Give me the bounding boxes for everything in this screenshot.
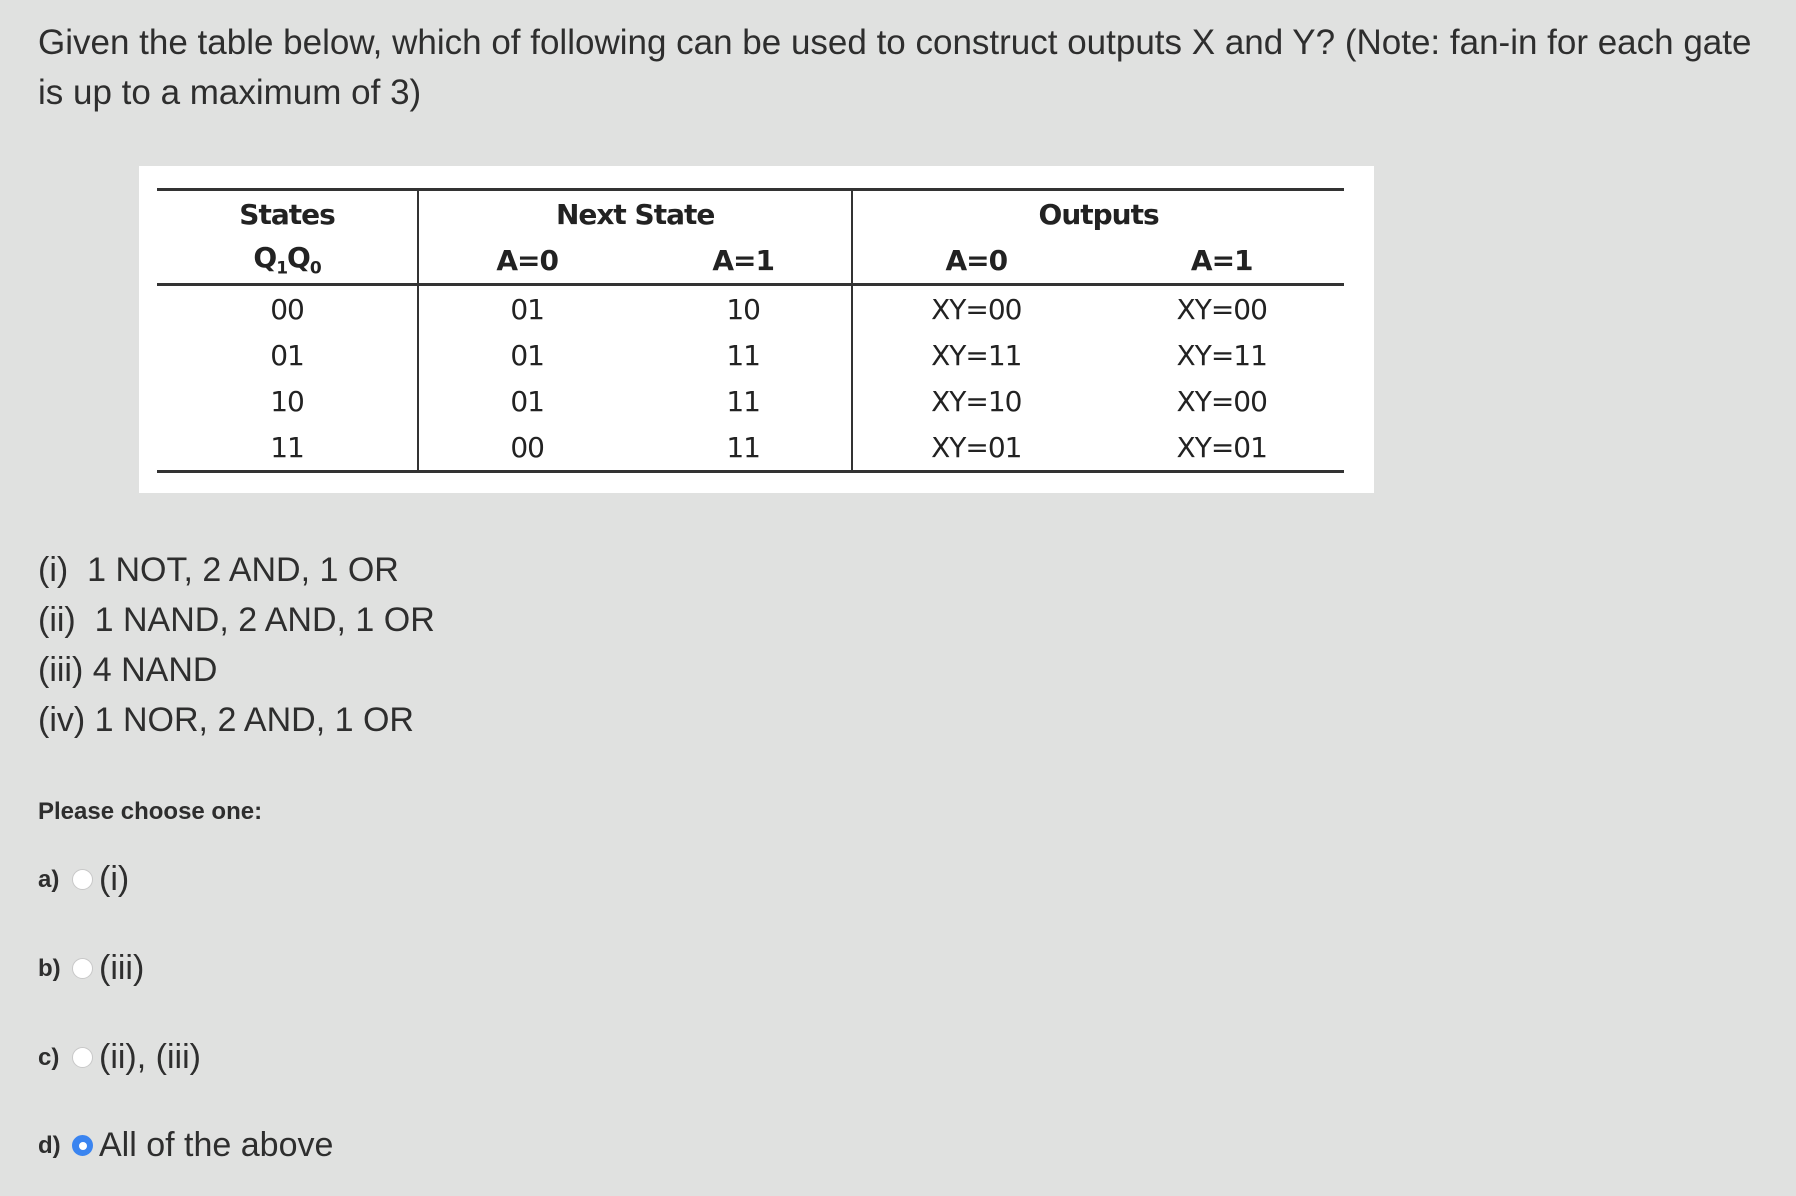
table-cell: XY=10 — [852, 378, 1099, 424]
table-cell: 01 — [270, 338, 304, 372]
statement-ii: (ii) 1 NAND, 2 AND, 1 OR — [38, 601, 435, 639]
table-cell: 00 — [418, 424, 635, 472]
header-next-a1: A=1 — [635, 237, 852, 285]
question-text: Given the table below, which of following can be used to construct outputs X and Y? (Note: fan-in for each gate is up to a maximum of 3) — [38, 23, 1752, 112]
table-cell: 01 — [418, 285, 635, 333]
q1-sub: 1 — [276, 258, 288, 279]
state-table — [157, 188, 1344, 473]
option-letter: b) — [38, 954, 61, 982]
radio-button[interactable] — [72, 1047, 93, 1068]
table-cell: XY=00 — [1176, 384, 1267, 418]
table-cell: XY=11 — [852, 332, 1099, 378]
table-cell: 11 — [726, 384, 760, 418]
table-cell: 10 — [270, 384, 304, 418]
table-row — [157, 285, 1344, 333]
q1: Q — [253, 241, 277, 275]
table-cell: XY=11 — [1176, 338, 1267, 372]
table-cell: XY=01 — [852, 424, 1099, 472]
option-text: (iii) — [99, 949, 145, 987]
table-cell: 01 — [418, 378, 635, 424]
statement-list — [38, 545, 435, 745]
option-letter: a) — [38, 865, 60, 893]
option-text: (ii), (iii) — [99, 1038, 201, 1076]
q0-sub: 0 — [309, 258, 321, 279]
table-row — [157, 378, 1344, 424]
table-cell: 11 — [635, 424, 852, 472]
table-cell: 00 — [270, 292, 304, 326]
statement-iii: (iii) 4 NAND — [38, 651, 218, 689]
statement-iv: (iv) 1 NOR, 2 AND, 1 OR — [38, 701, 414, 739]
table-cell: XY=00 — [852, 285, 1099, 333]
radio-button[interactable] — [72, 869, 93, 890]
radio-button-selected[interactable] — [72, 1135, 93, 1156]
table-cell: 01 — [418, 332, 635, 378]
table-cell: 10 — [726, 292, 760, 326]
header-next-a0: A=0 — [418, 237, 635, 285]
option-letter: d) — [38, 1131, 61, 1159]
answer-option-a[interactable] — [38, 860, 129, 899]
header-states: States — [157, 190, 418, 238]
option-text: (i) — [99, 860, 130, 898]
q0: Q — [287, 241, 310, 275]
header-outputs: Outputs — [852, 190, 1344, 238]
radio-button[interactable] — [72, 958, 93, 979]
choose-prompt: Please choose one: — [38, 798, 263, 825]
table-cell: XY=01 — [1099, 424, 1344, 472]
table-cell: 11 — [726, 338, 760, 372]
option-letter: c) — [38, 1043, 60, 1071]
answer-option-b[interactable] — [38, 949, 144, 988]
table-cell: XY=00 — [1176, 292, 1267, 326]
state-table-image — [139, 166, 1374, 493]
table-cell: 11 — [157, 424, 418, 472]
header-q1q0 — [157, 237, 418, 285]
option-text: All of the above — [99, 1126, 334, 1164]
answer-option-d[interactable] — [38, 1126, 333, 1165]
header-out-a1: A=1 — [1099, 237, 1344, 285]
header-next-state: Next State — [418, 190, 852, 238]
header-out-a0: A=0 — [852, 237, 1099, 285]
answer-option-c[interactable] — [38, 1038, 201, 1077]
statement-i: (i) 1 NOT, 2 AND, 1 OR — [38, 551, 399, 589]
table-row — [157, 424, 1344, 472]
table-row — [157, 332, 1344, 378]
